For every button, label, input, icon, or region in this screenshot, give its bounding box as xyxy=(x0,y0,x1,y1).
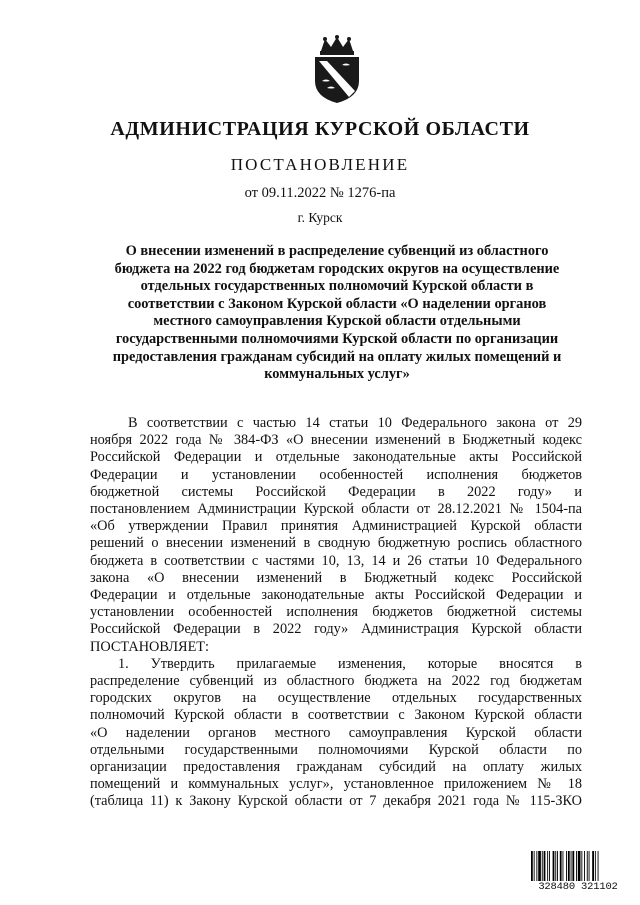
body-line: «Об утверждении Правил принятия Администрацией Курской области xyxy=(90,518,582,535)
title-line: местного самоуправления Курской области отдельными xyxy=(153,313,521,330)
body-line: постановлением Администрации Курской области от 28.12.2021 № 1504-па xyxy=(90,501,582,518)
barcode-stripe xyxy=(568,851,570,881)
body-line: установлении особенностей исполнения бюджетов бюджетной системы xyxy=(90,604,582,621)
body-line: Федерации и отдельные законодательные акты Российской Федерации и xyxy=(90,587,582,604)
barcode-number: 328480 321102 xyxy=(538,881,618,893)
body-line: Российской Федерации и отдельные законодательные акты Российской xyxy=(90,449,582,466)
body-line: решений о внесении изменений в сводную бюджетную роспись областного xyxy=(90,535,582,552)
document-city: г. Курск xyxy=(297,210,343,225)
body-line: бюджетной системы Российской Федерации в 2022 году» и xyxy=(90,483,582,500)
barcode xyxy=(530,851,626,895)
title-line: О внесении изменений в распределение субвенций из областного xyxy=(125,243,549,259)
body-line: (таблица 11) к Закону Курской области от 7 декабря 2021 года № 115-ЗКО xyxy=(90,793,582,810)
barcode-stripe xyxy=(572,851,574,881)
body-line: городских округов на осуществление отдельных государственных xyxy=(90,690,582,707)
document-body xyxy=(90,415,582,811)
body-line: полномочий Курской области в соответствии с Законом Курской области xyxy=(90,707,582,724)
barcode-stripe xyxy=(566,851,567,881)
barcode-stripe xyxy=(592,851,594,881)
title-line: соответствии с Законом Курской области «О наделении органов xyxy=(127,295,547,312)
barcode-stripe xyxy=(598,851,599,881)
body-line: отдельными государственными полномочиями Курской области по xyxy=(90,741,582,758)
body-line: ноября 2022 года № 384-ФЗ «О внесении изменений в Бюджетный кодекс xyxy=(90,432,582,449)
kursk-coat-of-arms-icon xyxy=(309,35,365,105)
title-line: бюджета на 2022 год бюджетам городских округов на осуществление xyxy=(114,260,560,277)
title-line: отдельных государственных полномочий Курской области в xyxy=(140,278,534,295)
barcode-stripe xyxy=(549,851,550,881)
body-line: ПОСТАНОВЛЯЕТ: xyxy=(90,638,210,655)
barcode-stripe xyxy=(557,851,558,881)
barcode-stripe xyxy=(531,851,533,881)
barcode-stripe xyxy=(544,851,546,881)
barcode-stripe xyxy=(595,851,596,881)
barcode-stripe xyxy=(555,851,556,881)
body-line: В соответствии с частью 14 статьи 10 Федерального закона от 29 xyxy=(128,415,582,431)
barcode-stripe xyxy=(538,851,541,881)
barcode-stripe xyxy=(576,851,577,881)
barcode-stripe xyxy=(534,851,535,881)
body-line: организации предоставления гражданам субсидий на оплату жилых xyxy=(90,759,582,776)
organization-name: АДМИНИСТРАЦИЯ КУРСКОЙ ОБЛАСТИ xyxy=(110,118,530,140)
barcode-stripe xyxy=(581,851,582,881)
barcode-stripe xyxy=(536,851,537,881)
barcode-stripe xyxy=(553,851,555,881)
barcode-stripe xyxy=(542,851,543,881)
barcode-stripe xyxy=(584,851,585,881)
body-line: «О наделении органов местного самоуправления Курской области xyxy=(90,724,582,741)
document-title xyxy=(92,243,582,384)
body-line: 1. Утвердить прилагаемые изменения, которые вносятся в xyxy=(118,655,582,672)
body-line: Федерации и установлении особенностей исполнения бюджетов xyxy=(90,466,582,483)
barcode-icon xyxy=(530,851,626,881)
barcode-stripe xyxy=(563,851,564,881)
body-line: распределение субвенций из областного бюджета на 2022 год бюджетам xyxy=(90,673,582,690)
title-line: государственными полномочиями Курской области по организации xyxy=(115,330,559,347)
document-number: от 09.11.2022 № 1276-па xyxy=(244,185,396,201)
barcode-stripe xyxy=(560,851,562,881)
title-line: предоставления гражданам субсидий на оплату жилых помещений и xyxy=(112,348,562,365)
document-type: ПОСТАНОВЛЕНИЕ xyxy=(230,155,410,174)
barcode-stripe xyxy=(547,851,548,881)
body-line: Российской Федерации в 2022 году» Администрация Курской области xyxy=(90,621,582,638)
body-line: бюджета в соответствии с частями 10, 13, 14 и 26 статьи 10 Федерального xyxy=(90,552,582,569)
body-line: закона «О внесении изменений в Бюджетный кодекс Российской xyxy=(90,569,582,586)
title-line: коммунальных услуг» xyxy=(264,366,410,383)
body-line: помещений и коммунальных услуг», установленное приложением № 18 xyxy=(90,776,582,793)
barcode-stripe xyxy=(578,851,581,881)
barcode-stripe xyxy=(571,851,572,881)
barcode-stripe xyxy=(587,851,588,881)
barcode-stripe xyxy=(589,851,590,881)
